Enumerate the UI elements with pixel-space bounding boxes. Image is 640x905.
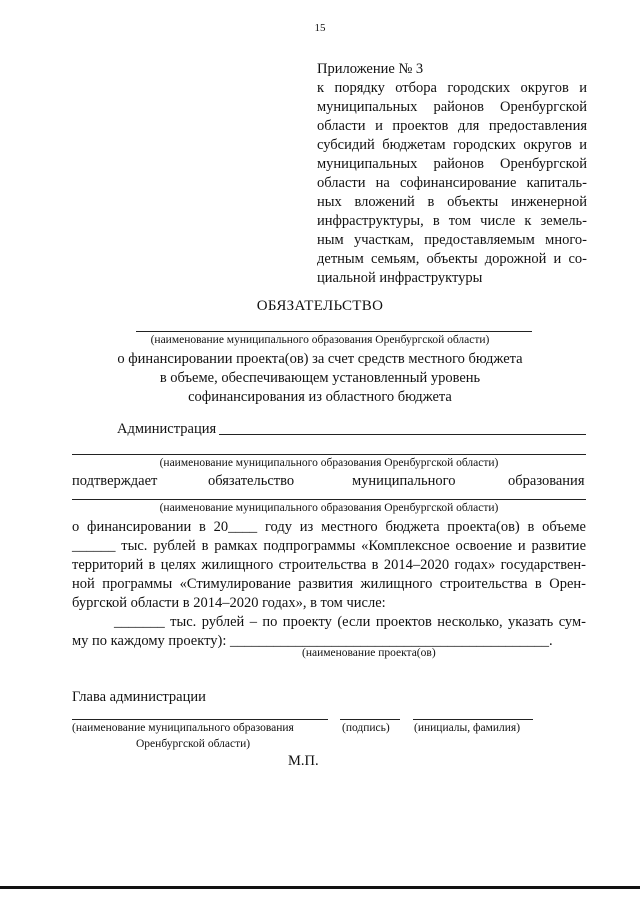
appendix-line: циальной инфраструктуры (317, 270, 483, 286)
confirm-word: обязательство (208, 473, 295, 489)
caption-municipal-sign: (наименование муниципального образования (72, 722, 294, 734)
body-line: бургской области в 2014–2020 годах», в том числе: (72, 595, 386, 611)
bottom-border (0, 886, 640, 889)
appendix-line: к порядку отбора городских округов и (317, 80, 587, 96)
body-line: о финансировании в 20____ году из местного бюджета проекта(ов) в объеме (72, 519, 586, 535)
municipal-name-line (136, 331, 532, 332)
caption-municipal: (наименование муниципального образования Оренбургской области) (159, 502, 499, 514)
caption-signature: (подпись) (342, 722, 390, 734)
municipal-name-line (72, 499, 586, 500)
appendix-line: области и проектов для предоставления (317, 118, 587, 134)
subtitle-line: о финансировании проекта(ов) за счет средств местного бюджета (117, 351, 523, 367)
caption-initials: (инициалы, фамилия) (414, 722, 521, 734)
body-line: ной программы «Стимулирование развития жилищного строительства в Орен- (72, 576, 586, 592)
admin-line (219, 434, 586, 435)
appendix-line: детным семьям, объекты дорожной и со- (317, 251, 587, 267)
appendix-line: ным участкам, предоставляемым много- (317, 232, 587, 248)
stamp-label: М.П. (288, 753, 319, 769)
confirm-word: образования (508, 473, 585, 489)
municipal-sign-line (72, 719, 328, 720)
caption-municipal: (наименование муниципального образования Оренбургской области) (150, 334, 490, 346)
head-label: Глава администрации (72, 689, 206, 705)
body-line: _______ тыс. рублей – по проекту (если проектов несколько, указать сум- (114, 614, 586, 630)
subtitle-line: в объеме, обеспечивающем установленный уровень (159, 370, 481, 386)
signature-line (340, 719, 400, 720)
caption-municipal-sign-2: Оренбургской области) (136, 738, 251, 750)
body-line: ______ тыс. рублей в рамках подпрограммы «Комплексное освоение и развитие (72, 538, 586, 554)
confirm-word: подтверждает (72, 473, 158, 489)
subtitle-line: софинансирования из областного бюджета (188, 389, 452, 405)
caption-municipal: (наименование муниципального образования Оренбургской области) (159, 457, 499, 469)
document-title: ОБЯЗАТЕЛЬСТВО (256, 298, 384, 314)
page-number: 15 (314, 22, 326, 34)
admin-label: Администрация (117, 421, 217, 437)
appendix-line: инфраструктуры, в том числе к земель- (317, 213, 587, 229)
body-line: му по каждому проекту): ____________________________________________. (72, 633, 553, 649)
confirm-word: муниципального (352, 473, 456, 489)
caption-project: (наименование проекта(ов) (302, 647, 436, 659)
appendix-line: муниципальных районов Оренбургской (317, 156, 587, 172)
appendix-heading: Приложение № 3 (317, 61, 424, 77)
body-line: территорий в целях жилищного строительства в 2014–2020 годах» государствен- (72, 557, 586, 573)
admin-line-2 (72, 454, 586, 455)
appendix-line: субсидий бюджетам городских округов и (317, 137, 587, 153)
appendix-line: муниципальных районов Оренбургской (317, 99, 587, 115)
appendix-block (317, 60, 587, 288)
appendix-line: ных вложений в объекты инженерной (317, 194, 587, 210)
appendix-line: области на софинансирование капиталь- (317, 175, 587, 191)
initials-line (413, 719, 533, 720)
